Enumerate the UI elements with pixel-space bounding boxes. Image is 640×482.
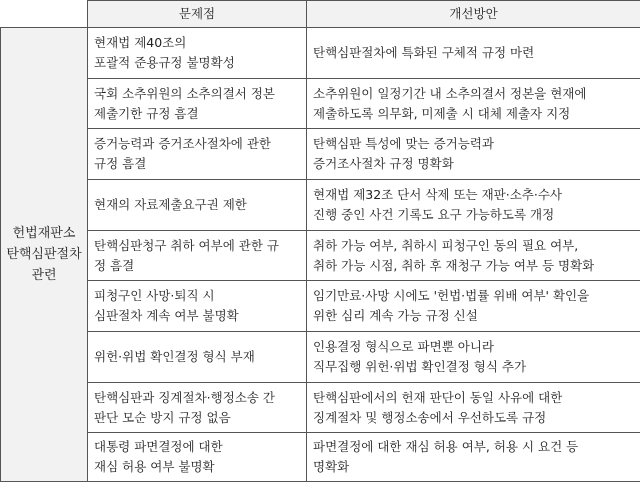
table-row	[1, 129, 640, 180]
improvement-cell	[307, 332, 640, 383]
cell-line: 판단 모순 방지 규정 없음	[94, 409, 231, 425]
cell-line: 탄핵심판에서의 헌재 판단이 동일 사유에 대한	[313, 389, 563, 405]
improvement-cell	[307, 129, 640, 180]
table-row	[1, 28, 640, 79]
group-label-cell	[1, 28, 88, 482]
problem-cell	[88, 433, 307, 482]
cell-line: 제출하도록 의무화, 미제출 시 대체 제출자 지정	[313, 105, 571, 121]
table-row	[1, 180, 640, 231]
problem-cell	[88, 78, 307, 129]
cell-line: 재심 허용 여부 불명확	[94, 459, 215, 475]
cell-line: 국회 소추위원의 소추의결서 정본	[94, 85, 275, 101]
cell-line: 위한 심리 계속 가능 규정 신설	[313, 308, 478, 324]
table-header-row	[1, 1, 640, 28]
cell-line: 취하 가능 여부, 취하시 피청구인 동의 필요 여부,	[313, 237, 579, 253]
problem-cell	[88, 129, 307, 180]
improvement-cell	[307, 230, 640, 281]
problem-cell	[88, 332, 307, 383]
header-problem: 문제점	[88, 1, 307, 28]
improvement-cell	[307, 28, 640, 79]
cell-line: 파면결정에 대한 재심 허용 여부, 허용 시 요건 등	[313, 439, 579, 455]
improvement-cell	[307, 433, 640, 482]
problem-cell	[88, 281, 307, 332]
cell-line: 심판절차 계속 여부 불명확	[94, 308, 239, 324]
cell-line: 소추위원이 일정기간 내 소추의결서 정본을 현재에	[313, 85, 587, 101]
cell-line: 탄핵심판 특성에 맞는 증거능력과	[313, 136, 494, 152]
cell-line: 탄핵심판절차에 특화된 구체적 규정 마련	[313, 44, 535, 60]
cell-line: 헌법재판소	[12, 226, 76, 241]
cell-line: 증거조사절차 규정 명확화	[313, 156, 454, 172]
cell-line: 현재의 자료제출요구권 제한	[94, 196, 247, 212]
cell-line: 인용결정 형식으로 파면뿐 아니라	[313, 338, 494, 354]
problem-cell	[88, 230, 307, 281]
cell-line: 탄핵심판청구 취하 여부에 관한 규	[94, 237, 279, 253]
table-row	[1, 382, 640, 433]
cell-line: 포괄적 준용규정 불명확성	[94, 54, 235, 70]
cell-line: 명확화	[313, 459, 350, 475]
cell-line: 직무집행 위헌·위법 확인결정 형식 추가	[313, 358, 527, 374]
improvement-cell	[307, 180, 640, 231]
cell-line: 징계절차 및 행정소송에서 우선하도록 규정	[313, 409, 547, 425]
problem-cell	[88, 180, 307, 231]
table-row	[1, 433, 640, 482]
cell-line: 탄핵심판절차	[6, 247, 82, 262]
cell-line: 현재법 제40조의	[94, 34, 187, 50]
cell-line: 현재법 제32조 단서 삭제 또는 재판·소추·수사	[313, 186, 562, 202]
cell-line: 증거능력과 증거조사절차에 관한	[94, 136, 271, 152]
cell-line: 피청구인 사망·퇴직 시	[94, 288, 215, 304]
cell-line: 제출기한 규정 흠결	[94, 105, 199, 121]
table-row	[1, 230, 640, 281]
cell-line: 정 흠결	[94, 257, 135, 273]
cell-line: 취하 가능 시점, 취하 후 재청구 가능 여부 등 명확화	[313, 257, 595, 273]
cell-line: 탄핵심판과 징계절차·행정소송 간	[94, 389, 275, 405]
header-improvement: 개선방안	[307, 1, 640, 28]
cell-line: 임기만료·사망 시에도 '헌법·법률 위배 여부' 확인을	[313, 288, 590, 304]
cell-line: 규정 흠결	[94, 156, 147, 172]
cell-line: 관련	[31, 268, 57, 283]
header-corner	[1, 1, 88, 28]
cell-line: 진행 중인 사건 기록도 요구 가능하도록 개정	[313, 206, 555, 222]
problem-cell	[88, 28, 307, 79]
table-row	[1, 78, 640, 129]
improvement-cell	[307, 78, 640, 129]
table-body	[1, 28, 640, 482]
problem-cell	[88, 382, 307, 433]
table-row	[1, 332, 640, 383]
improvement-cell	[307, 382, 640, 433]
cell-line: 대통령 파면결정에 대한	[94, 439, 223, 455]
improvement-cell	[307, 281, 640, 332]
cell-line: 위헌·위법 확인결정 형식 부재	[94, 348, 255, 364]
table-row	[1, 281, 640, 332]
